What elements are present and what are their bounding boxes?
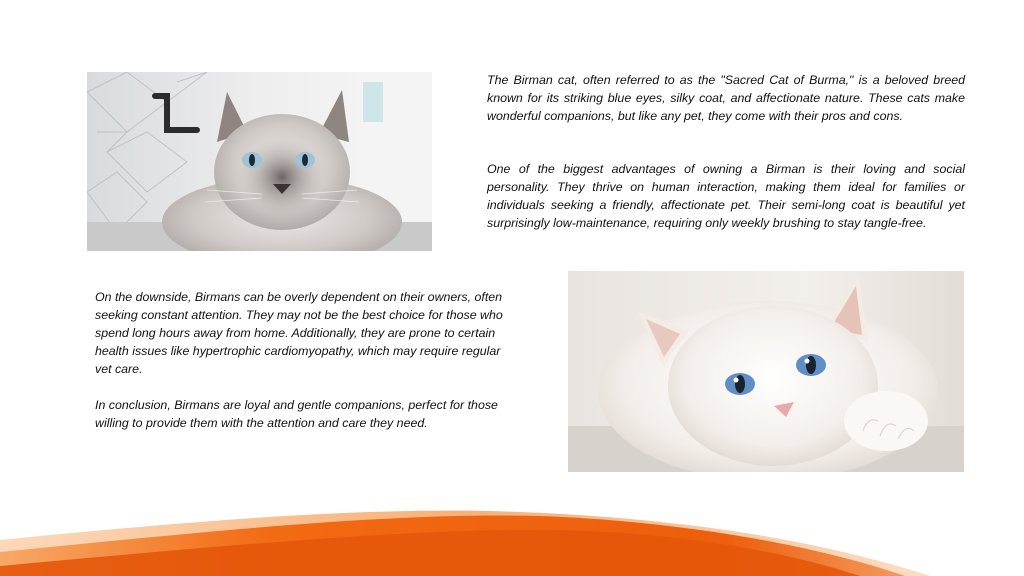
decorative-orange-wave: [0, 500, 1024, 576]
birman-cat-photo-white: [568, 271, 964, 472]
cat-image-white: [568, 271, 964, 472]
birman-cat-photo-gray: [87, 72, 432, 251]
downside-paragraph: On the downside, Birmans can be overly dependent on their owners, often seeking constant attention. They may not be the best choice for those who spend long hours away from home. Additionally, they are prone to certain health issues like hypertrophic cardiomyopathy, which may require regular vet care.: [95, 290, 503, 376]
advantages-paragraph: One of the biggest advantages of owning a Birman is their loving and social personality. They thrive on human interaction, making them ideal for families or individuals seeking a friendly, affectionate pet. Their semi-long coat is beautiful yet surprisingly low-maintenance, requiring only weekly brushing to stay tangle-free.: [487, 162, 965, 230]
cat-image-gray: [87, 72, 432, 251]
intro-paragraph: The Birman cat, often referred to as the "Sacred Cat of Burma," is a beloved breed known for its striking blue eyes, silky coat, and affectionate nature. These cats make wonderful companions, but like any pet, they come with their pros and cons.: [487, 73, 965, 123]
conclusion-paragraph: In conclusion, Birmans are loyal and gentle companions, perfect for those willing to provide them with the attention and care they need.: [95, 398, 498, 430]
